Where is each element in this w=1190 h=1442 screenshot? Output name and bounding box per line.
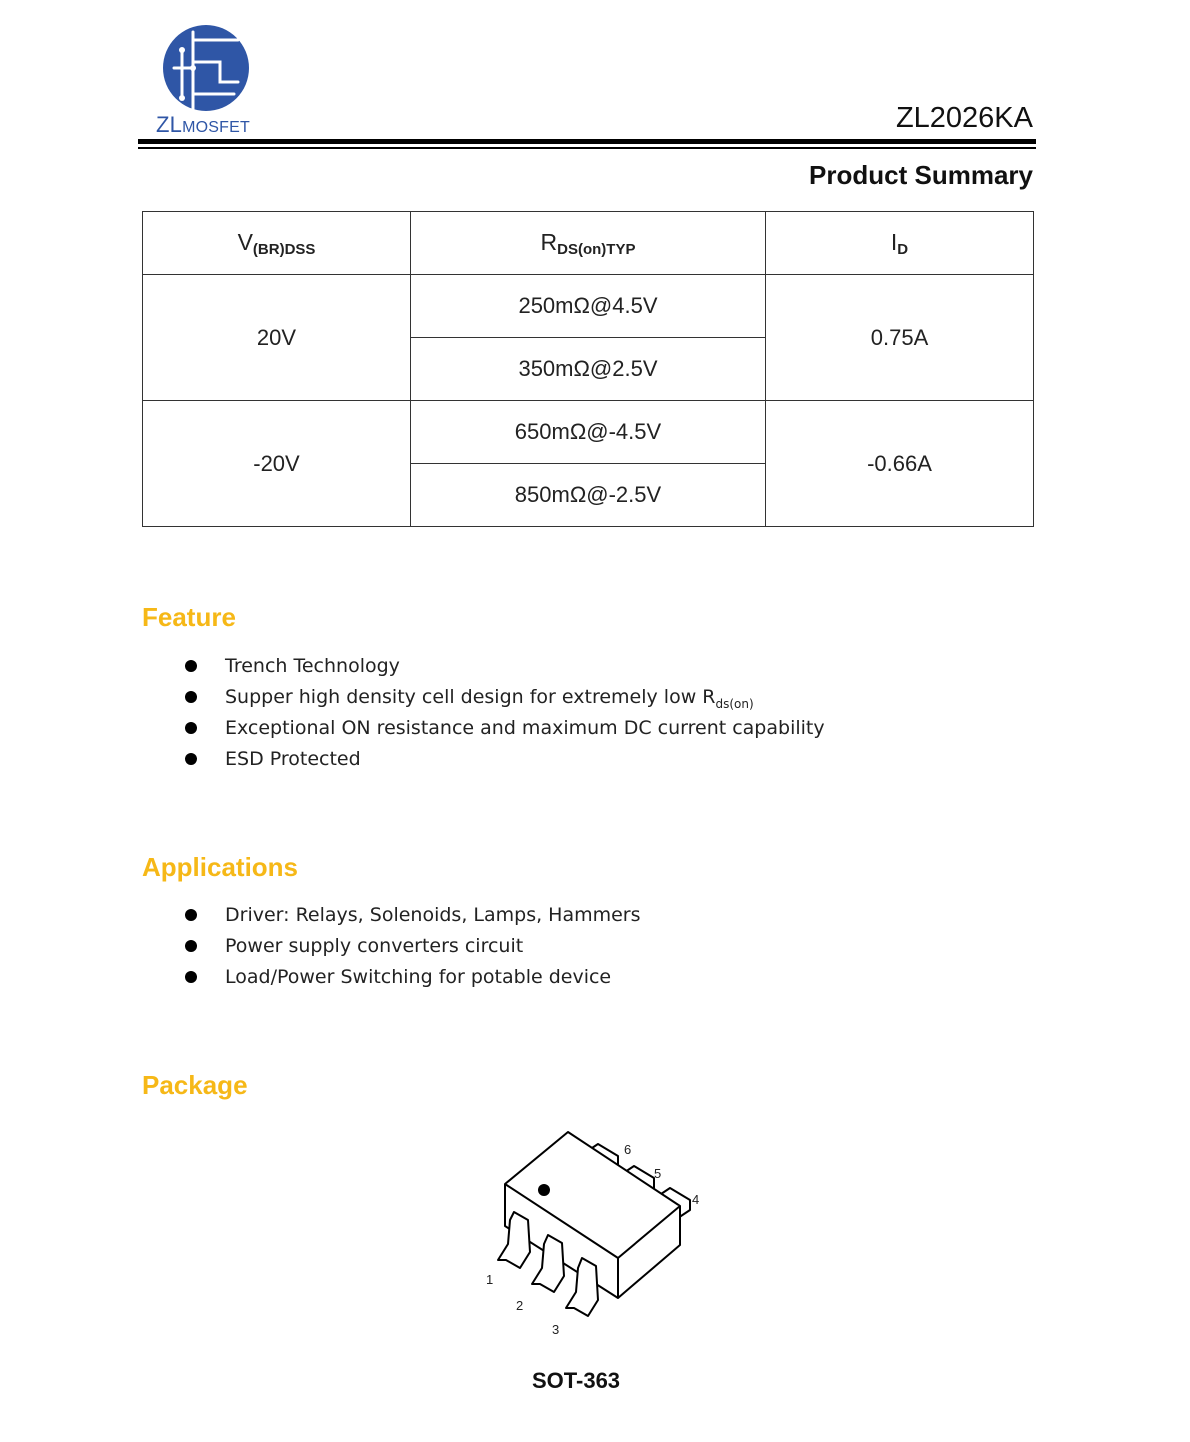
rds-cell: 650mΩ@-4.5V	[411, 401, 766, 464]
list-item: Load/Power Switching for potable device	[185, 962, 641, 993]
part-number: ZL2026KA	[895, 102, 1033, 134]
package-heading: Package	[142, 1070, 248, 1100]
logo-text-small: MOSFET	[182, 119, 250, 136]
sot-363-package-drawing	[470, 1120, 720, 1350]
table-header-row	[143, 212, 1034, 275]
rds-cell: 250mΩ@4.5V	[411, 275, 766, 338]
bullet-icon	[185, 722, 197, 734]
vbr-cell: -20V	[143, 401, 411, 527]
pin-label-4: 4	[692, 1192, 700, 1207]
list-item: ESD Protected	[185, 744, 825, 775]
list-item: Driver: Relays, Solenoids, Lamps, Hammers	[185, 900, 641, 931]
header-vbr-dss: $V_{(BR)DSS}$	[143, 212, 411, 275]
header-id: $I_D$	[766, 212, 1034, 275]
applications-heading: Applications	[142, 852, 299, 882]
bullet-icon	[185, 971, 197, 983]
header-rule-thick	[138, 139, 1036, 144]
list-item: Exceptional ON resistance and maximum DC current capability	[185, 713, 825, 744]
product-summary-table	[142, 211, 1034, 527]
list-item: Power supply converters circuit	[185, 931, 641, 962]
pin-label-1: 1	[486, 1272, 494, 1287]
pin-label-6: 6	[624, 1142, 632, 1157]
list-item: Trench Technology	[185, 651, 825, 682]
pin-label-2: 2	[516, 1298, 524, 1313]
id-cell: 0.75A	[766, 275, 1034, 401]
rds-cell: 850mΩ@-2.5V	[411, 464, 766, 527]
applications-list	[185, 900, 641, 993]
rds-cell: 350mΩ@2.5V	[411, 338, 766, 401]
logo-text-big: ZL	[156, 112, 183, 137]
pin-label-3: 3	[552, 1322, 560, 1337]
bullet-icon	[185, 940, 197, 952]
pin-1-icon	[498, 1212, 530, 1268]
id-cell: -0.66A	[766, 401, 1034, 527]
bullet-icon	[185, 691, 197, 703]
feature-heading: Feature	[142, 602, 236, 632]
table-row	[143, 401, 1034, 464]
feature-list	[185, 651, 825, 775]
header-rule-thin	[138, 147, 1036, 149]
bullet-icon	[185, 909, 197, 921]
logo-wordmark	[156, 112, 250, 138]
pin-label-5: 5	[654, 1166, 662, 1181]
product-summary-title: Product Summary	[809, 160, 1033, 190]
list-item: Supper high density cell design for extremely low $R_{ds(on)}$	[185, 682, 825, 713]
pin1-marker-dot	[538, 1184, 550, 1196]
package-name: SOT-363	[532, 1368, 621, 1393]
header-rds-on: $R_{DS(on)TYP}$	[411, 212, 766, 275]
bullet-icon	[185, 753, 197, 765]
table-row	[143, 275, 1034, 338]
bullet-icon	[185, 660, 197, 672]
vbr-cell: 20V	[143, 275, 411, 401]
